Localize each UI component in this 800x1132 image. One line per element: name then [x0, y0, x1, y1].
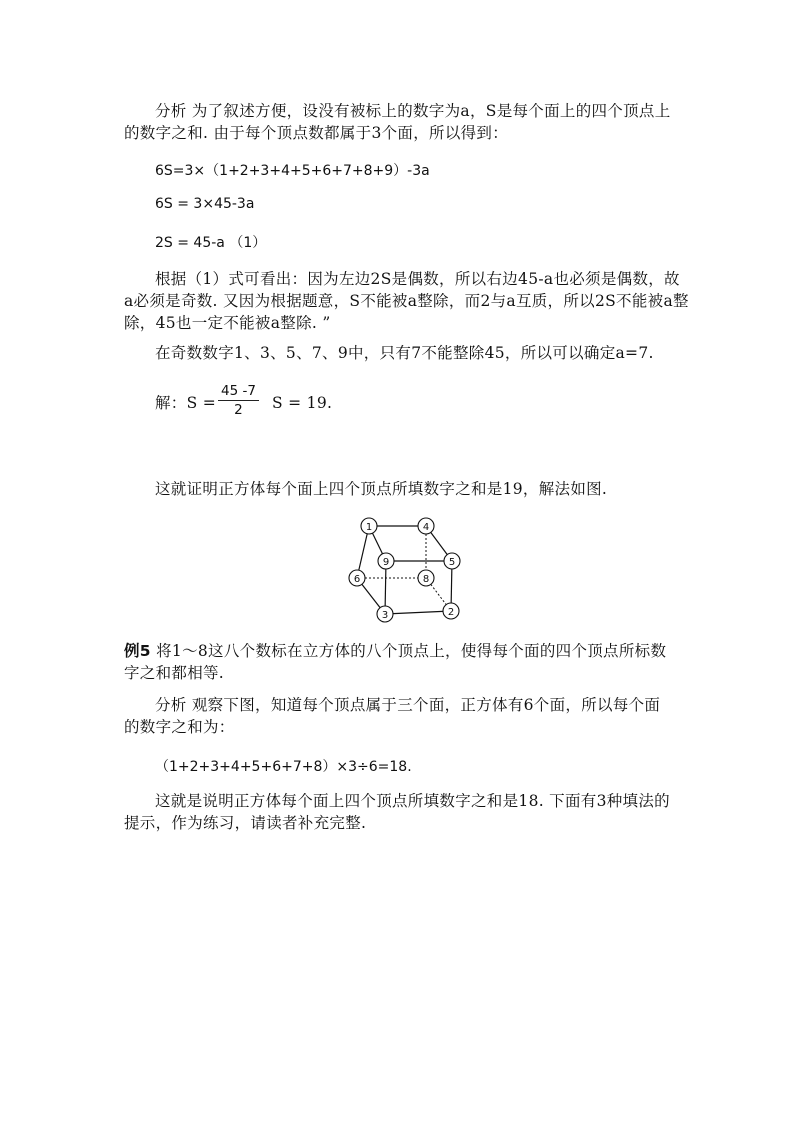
- vertex-label: 6: [353, 574, 361, 585]
- analysis-line-2: 的数字之和. 由于每个顶点数都属于3个面，所以得到：: [124, 124, 509, 142]
- reasoning-line-3: 除，45也一定不能被a整除. ”: [124, 314, 331, 332]
- example5-label: 例5: [124, 642, 151, 660]
- analysis2-line-2: 的数字之和为：: [124, 718, 235, 736]
- example5-line-2: 字之和都相等.: [124, 664, 225, 682]
- analysis2-line-1: 分析 观察下图，知道每个顶点属于三个面，正方体有6个面，所以每个面: [155, 696, 661, 714]
- equation-2: 6S = 3×45-3a: [155, 196, 255, 212]
- odd-digits-text: 在奇数数字1、3、5、7、9中，只有7不能整除45，所以可以确定a=7.: [155, 344, 654, 362]
- vertex-label: 5: [448, 557, 456, 568]
- example5-text: 将1～8这八个数标在立方体的八个顶点上，使得每个面的四个顶点所标数: [150, 642, 667, 660]
- solution-result: S = 19.: [272, 394, 333, 412]
- equation-3: 2S = 45-a （1）: [155, 235, 267, 251]
- analysis-line-1: 分析 为了叙述方便，设没有被标上的数字为a，S是每个面上的四个顶点上: [155, 102, 671, 120]
- solution-label: 解：S =: [155, 394, 217, 412]
- solution-fraction: [218, 383, 259, 418]
- equation-1: 6S=3×（1+2+3+4+5+6+7+8+9）-3a: [155, 163, 430, 179]
- vertex-label: 2: [447, 607, 455, 618]
- reasoning-line-2: a必须是奇数. 又因为根据题意，S不能被a整除，而2与a互质，所以2S不能被a整: [124, 292, 689, 310]
- vertex-label: 1: [365, 522, 373, 533]
- equation-4: （1+2+3+4+5+6+7+8）×3÷6=18.: [155, 759, 412, 775]
- proof-text: 这就证明正方体每个面上四个顶点所填数字之和是19，解法如图.: [155, 480, 608, 498]
- vertex-label: 4: [422, 522, 430, 533]
- fraction-numerator: 45 -7: [218, 383, 259, 401]
- vertex-label: 9: [382, 557, 390, 568]
- vertex-label: 8: [422, 574, 430, 585]
- conclusion-line-1: 这就是说明正方体每个面上四个顶点所填数字之和是18. 下面有3种填法的: [155, 792, 670, 810]
- fraction-denominator: 2: [234, 402, 243, 418]
- reasoning-line-1: 根据（1）式可看出：因为左边2S是偶数，所以右边45-a也必须是偶数，故: [155, 270, 680, 288]
- conclusion-line-2: 提示，作为练习，请读者补充完整.: [124, 814, 367, 832]
- cube-diagram: [340, 510, 490, 628]
- example5-line-1: [124, 640, 666, 662]
- vertex-label: 3: [381, 610, 389, 621]
- cube-edge: [385, 611, 451, 614]
